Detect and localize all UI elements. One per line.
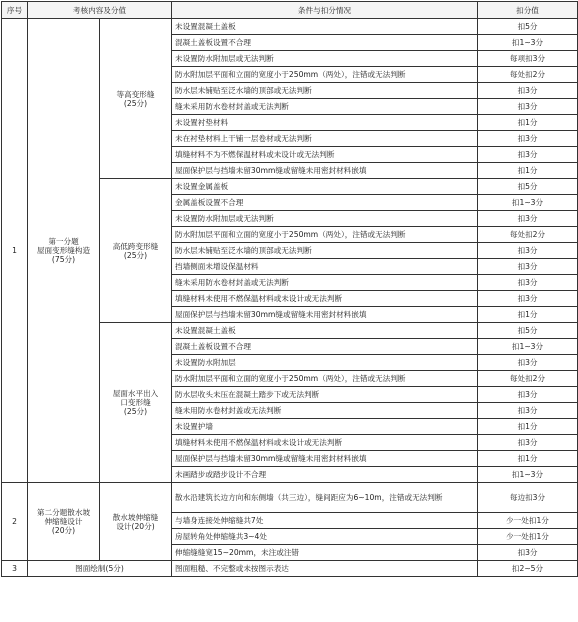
- subtopic-cell: 高低跨变形缝 (25分): [100, 179, 172, 323]
- deduction-cell: 扣1分: [478, 163, 578, 179]
- header-deduction: 扣分值: [478, 2, 578, 19]
- deduction-cell: 扣3分: [478, 435, 578, 451]
- condition-cell: 缝未采用防水卷材封盖或无法判断: [172, 275, 478, 291]
- condition-cell: 未设置防水附加层或无法判断: [172, 51, 478, 67]
- condition-cell: 防水附加层平面和立面的宽度小于250mm（两处），注错或无法判断: [172, 67, 478, 83]
- condition-cell: 与墙身连接处伸缩缝共7处: [172, 513, 478, 529]
- condition-cell: 未设置混凝土盖板: [172, 19, 478, 35]
- subtopic-cell: 散水坡伸缩缝 设计(20分): [100, 483, 172, 561]
- header-no: 序号: [2, 2, 28, 19]
- deduction-cell: 每处扣2分: [478, 227, 578, 243]
- condition-cell: 未设置护墙: [172, 419, 478, 435]
- condition-cell: 防水附加层平面和立面的宽度小于250mm（两处），注错或无法判断: [172, 371, 478, 387]
- deduction-cell: 扣3分: [478, 355, 578, 371]
- condition-cell: 缝未用防水卷材封盖或无法判断: [172, 403, 478, 419]
- condition-cell: 防水层未铺贴至泛水墙的顶部或无法判断: [172, 83, 478, 99]
- condition-cell: 未设置防水附加层: [172, 355, 478, 371]
- deduction-cell: 每处扣2分: [478, 371, 578, 387]
- subtopic-cell: 等高变形缝 (25分): [100, 19, 172, 179]
- deduction-cell: 扣3分: [478, 403, 578, 419]
- topic-cell: 第一分题 屋面变形缝构造 (75分): [28, 19, 100, 483]
- deduction-cell: 少一处扣1分: [478, 529, 578, 545]
- deduction-cell: 扣3分: [478, 83, 578, 99]
- header-content: 考核内容及分值: [28, 2, 172, 19]
- condition-cell: 散水沿建筑长边方向和东侧墙（共三边），缝间距应为6~10m，注错或无法判断: [172, 483, 478, 513]
- deduction-cell: 扣1分: [478, 115, 578, 131]
- condition-cell: 挡墙侧面未增设保温材料: [172, 259, 478, 275]
- deduction-cell: 扣5分: [478, 323, 578, 339]
- table-row: [2, 561, 578, 577]
- deduction-cell: 每项扣3分: [478, 51, 578, 67]
- deduction-cell: 扣3分: [478, 211, 578, 227]
- condition-cell: 未设置金属盖板: [172, 179, 478, 195]
- deduction-cell: 扣5分: [478, 179, 578, 195]
- deduction-cell: 扣1~3分: [478, 195, 578, 211]
- condition-cell: 混凝土盖板设置不合理: [172, 35, 478, 51]
- deduction-cell: 扣3分: [478, 99, 578, 115]
- deduction-cell: 扣3分: [478, 275, 578, 291]
- row-number: 1: [2, 19, 28, 483]
- table-row: [2, 483, 578, 513]
- deduction-cell: 扣1~3分: [478, 35, 578, 51]
- row-number: 2: [2, 483, 28, 561]
- condition-cell: 未设置衬垫材料: [172, 115, 478, 131]
- topic-cell: 图面绘制(5分): [28, 561, 172, 577]
- condition-cell: 屋面保护层与挡墙未留30mm缝或留缝未用密封材料嵌填: [172, 163, 478, 179]
- condition-cell: 未在衬垫材料上干铺一层卷材或无法判断: [172, 131, 478, 147]
- deduction-cell: 少一处扣1分: [478, 513, 578, 529]
- condition-cell: 防水层收头未压在混凝土踏步下或无法判断: [172, 387, 478, 403]
- deduction-cell: 每边扣3分: [478, 483, 578, 513]
- header-row: [2, 2, 578, 19]
- condition-cell: 未设置防水附加层或无法判断: [172, 211, 478, 227]
- condition-cell: 图面粗糙、不完整或未按图示表达: [172, 561, 478, 577]
- condition-cell: 填缝材料未使用不燃保温材料或未设计或无法判断: [172, 291, 478, 307]
- deduction-cell: 扣1~3分: [478, 339, 578, 355]
- deduction-cell: 扣1分: [478, 419, 578, 435]
- deduction-cell: 每处扣2分: [478, 67, 578, 83]
- deduction-cell: 扣2~5分: [478, 561, 578, 577]
- deduction-cell: 扣3分: [478, 243, 578, 259]
- condition-cell: 填缝材料未使用不燃保温材料或未设计或无法判断: [172, 435, 478, 451]
- deduction-cell: 扣3分: [478, 387, 578, 403]
- condition-cell: 防水附加层平面和立面的宽度小于250mm（两处），注错或无法判断: [172, 227, 478, 243]
- condition-cell: 混凝土盖板设置不合理: [172, 339, 478, 355]
- condition-cell: 屋面保护层与挡墙未留30mm缝或留缝未用密封材料嵌填: [172, 307, 478, 323]
- condition-cell: 金属盖板设置不合理: [172, 195, 478, 211]
- condition-cell: 未设置混凝土盖板: [172, 323, 478, 339]
- condition-cell: 填缝材料不为不燃保温材料或未设计或无法判断: [172, 147, 478, 163]
- deduction-cell: 扣1~3分: [478, 467, 578, 483]
- subtopic-cell: 屋面水平出入 口变形缝 (25分): [100, 323, 172, 483]
- deduction-cell: 扣1分: [478, 307, 578, 323]
- condition-cell: 缝未采用防水卷材封盖或无法判断: [172, 99, 478, 115]
- condition-cell: 未画踏步或踏步设计不合理: [172, 467, 478, 483]
- table-row: [2, 19, 578, 35]
- deduction-cell: 扣3分: [478, 259, 578, 275]
- deduction-cell: 扣3分: [478, 291, 578, 307]
- scoring-table: [1, 1, 578, 577]
- header-condition: 条件与扣分情况: [172, 2, 478, 19]
- deduction-cell: 扣3分: [478, 545, 578, 561]
- topic-cell: 第二分题散水坡 伸缩缝设计 (20分): [28, 483, 100, 561]
- deduction-cell: 扣3分: [478, 147, 578, 163]
- deduction-cell: 扣3分: [478, 131, 578, 147]
- condition-cell: 防水层未铺贴至泛水墙的顶部或无法判断: [172, 243, 478, 259]
- deduction-cell: 扣1分: [478, 451, 578, 467]
- deduction-cell: 扣5分: [478, 19, 578, 35]
- condition-cell: 伸缩缝缝宽15~20mm，未注或注错: [172, 545, 478, 561]
- condition-cell: 屋面保护层与挡墙未留30mm缝或留缝未用密封材料嵌填: [172, 451, 478, 467]
- row-number: 3: [2, 561, 28, 577]
- condition-cell: 房屋转角处伸缩缝共3~4处: [172, 529, 478, 545]
